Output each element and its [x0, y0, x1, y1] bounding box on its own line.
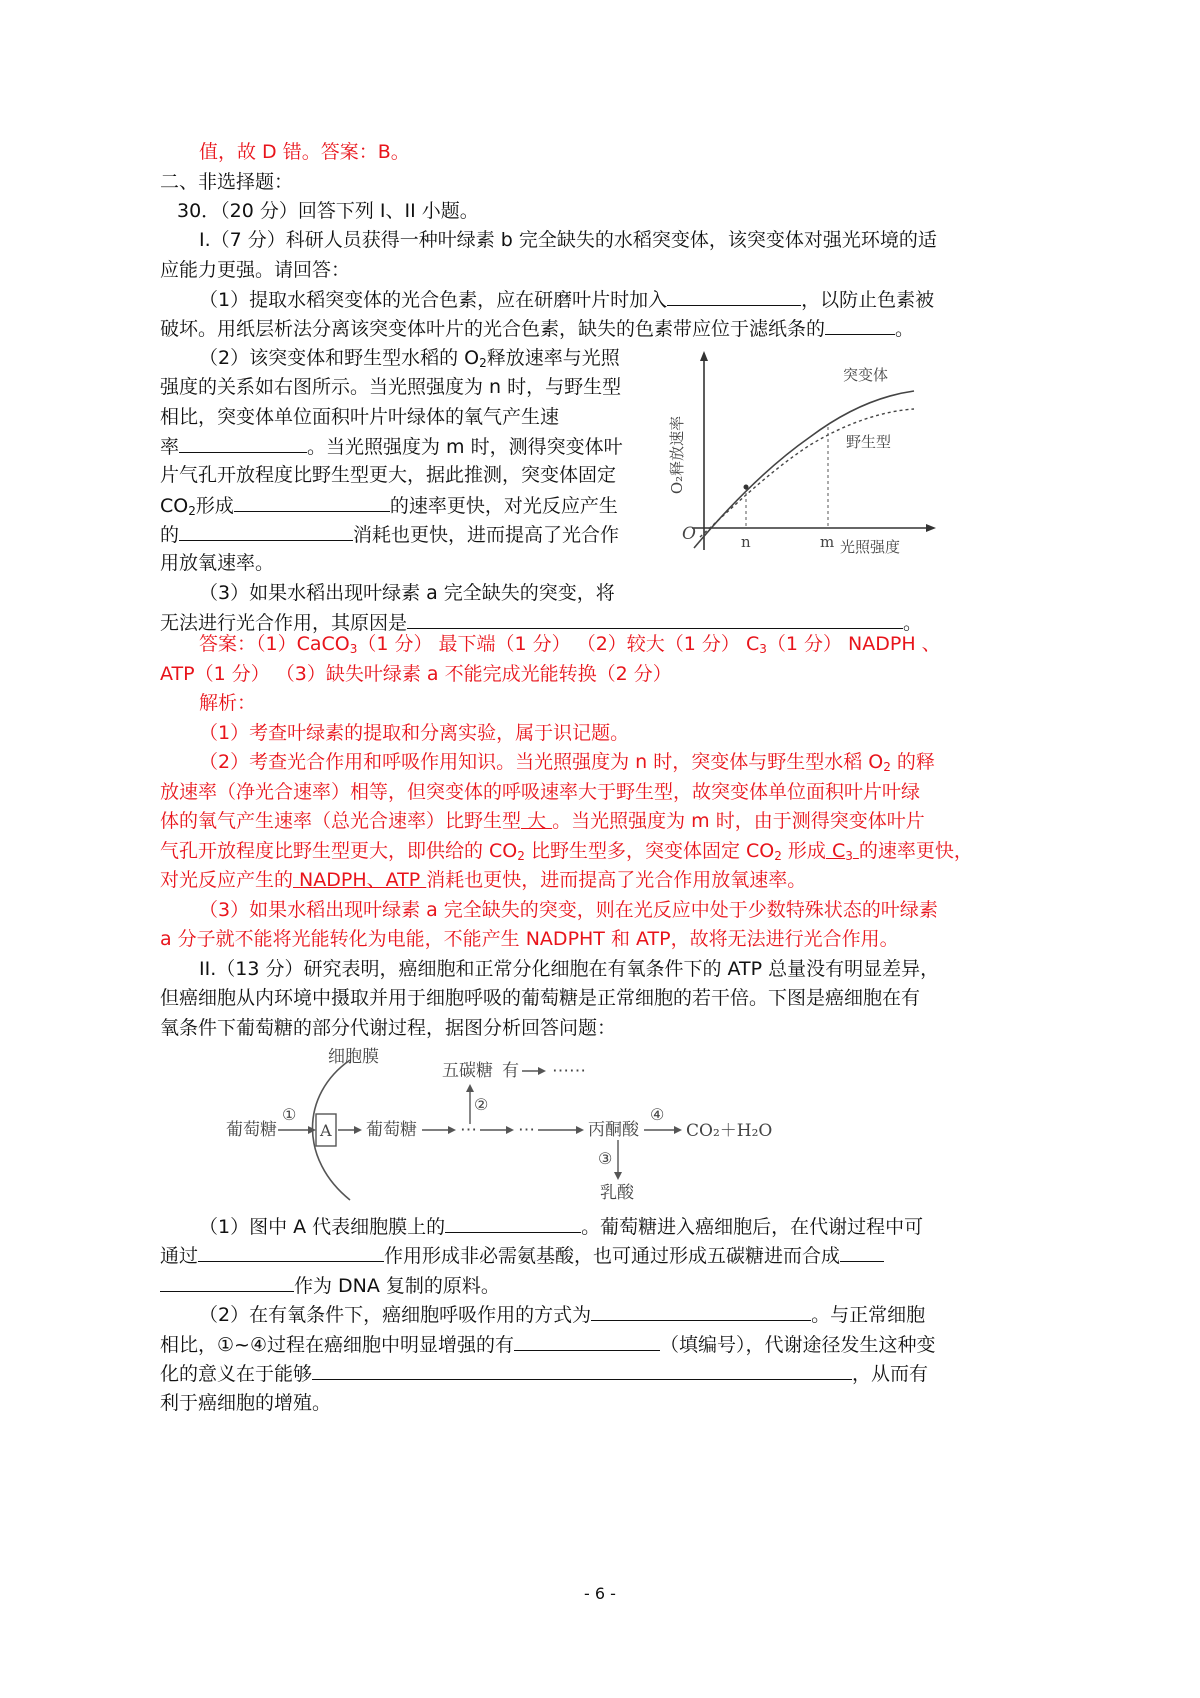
carrier-a-label: A [320, 1121, 332, 1140]
analysis-p2-l3: 体的氧气产生速率（总光合速率）比野生型 大 。当光照强度为 m 时，由于测得突变体叶片 [160, 810, 925, 832]
question-30-intro: 30．（20 分）回答下列 I、II 小题。 [177, 200, 479, 222]
blank-p2-q2-2[interactable] [514, 1330, 660, 1351]
blank-q2-1[interactable] [179, 432, 307, 453]
glucose-inside: 葡萄糖 [366, 1120, 417, 1140]
product: CO₂＋H₂O [686, 1121, 773, 1141]
step1-label: ① [282, 1105, 297, 1124]
step3-label: ③ [598, 1149, 613, 1168]
blank-p2-q1-1[interactable] [445, 1212, 581, 1233]
blank-q2-2[interactable] [234, 491, 390, 512]
glucose-outside: 葡萄糖 [226, 1120, 277, 1140]
wild-type-curve [700, 409, 914, 537]
blank-p2-q1-2[interactable] [198, 1241, 384, 1262]
blank-p2-q2-3[interactable] [312, 1359, 852, 1380]
analysis-label: 解析： [199, 692, 257, 714]
section-heading: 二、非选择题： [160, 171, 294, 193]
analysis-p3-l2: a 分子就不能将光能转化为电能，不能产生 NADPHT 和 ATP，故将无法进行光合作用。 [160, 928, 899, 950]
q2-line7: 的 消耗也更快，进而提高了光合作 [160, 520, 619, 549]
blank-q2-3[interactable] [179, 520, 353, 541]
five-carbon-sugar: 五碳糖 [442, 1061, 493, 1081]
part1-line2: 应能力更强。请回答： [160, 259, 351, 281]
analysis-p2-l2: 放速率（净光合速率）相等，但突变体的呼吸速率大于野生型，故突变体单位面积叶片叶绿 [160, 781, 921, 803]
q1-line2: 破坏。用纸层析法分离该突变体叶片的光合色素，缺失的色素带应位于滤纸条的 。 [160, 314, 914, 343]
p2-q2-line3: 化的意义在于能够 ，从而有 [160, 1359, 928, 1388]
pyruvate: 丙酮酸 [588, 1120, 639, 1140]
mutant-label: 突变体 [843, 366, 889, 384]
analysis-p2-l4: 气孔开放程度比野生型更大，即供给的 $CO_2$ 比野生型多，突变体固定 $CO_2$ 形成 $C_3$ 的速率更快， [160, 840, 973, 863]
x-axis-label: 光照强度 [840, 538, 901, 556]
step2-label: ② [474, 1095, 489, 1114]
q2-line4: 率 。当光照强度为 m 时，测得突变体叶 [160, 432, 623, 461]
m-label: m [820, 533, 835, 551]
mutant-curve [694, 391, 914, 548]
x-axis-arrow [926, 524, 936, 532]
answer-line1: 答案：（1）CaCO$_3$（1 分） 最下端（1 分） （2）较大（1 分） $C_3(1$ 分） NADPH 、 [199, 633, 941, 656]
n-label: n [741, 533, 751, 551]
part2-line2: 但癌细胞从内环境中摄取并用于细胞呼吸的葡萄糖是正常细胞的若干倍。下图是癌细胞在有 [160, 987, 921, 1009]
p2-q2-line2: 相比，①~④过程在癌细胞中明显增强的有 （填编号），代谢途径发生这种变 [160, 1330, 936, 1359]
dots-2: ⋯ [518, 1120, 535, 1140]
part1-line1: I.（7 分）科研人员获得一种叶绿素 b 完全缺失的水稻突变体，该突变体对强光环境的适 [199, 229, 937, 251]
p2-q1-line1: （1）图中 A 代表细胞膜上的 。葡萄糖进入癌细胞后，在代谢过程中可 [199, 1212, 923, 1241]
page-number: - 6 - [584, 1584, 616, 1603]
q1-line1: （1）提取水稻突变体的光合色素，应在研磨叶片时加入 ，以防止色素被 [199, 285, 934, 314]
step4-label: ④ [650, 1105, 665, 1124]
analysis-p3-l1: （3）如果水稻出现叶绿素 a 完全缺失的突变，则在光反应中处于少数特殊状态的叶绿素 [199, 899, 938, 921]
q3-line1: （3）如果水稻出现叶绿素 a 完全缺失的突变，将 [199, 582, 615, 604]
light-o2-graph [660, 345, 940, 570]
lactic-acid: 乳酸 [600, 1183, 634, 1203]
q2-line5: 片气孔开放程度比野生型更大，据此推测，突变体固定 [160, 464, 617, 486]
y-axis-label: O₂释放速率 [668, 415, 686, 495]
q3-line2: 无法进行光合作用，其原因是 。 [160, 608, 922, 637]
p2-q1-line3: 作为 DNA 复制的原料。 [160, 1271, 500, 1300]
p2-q2-line1: （2）在有氧条件下，癌细胞呼吸作用的方式为 。与正常细胞 [199, 1300, 925, 1329]
blank-p2-q2-1[interactable] [591, 1300, 811, 1321]
blank-q1-2[interactable] [825, 314, 895, 335]
q2-line6: $CO_2$形成 的速率更快，对光反应产生 [160, 491, 618, 520]
wild-type-label: 野生型 [846, 433, 892, 451]
answer-line2: ATP（1 分） （3）缺失叶绿素 a 不能完成光能转换（2 分） [160, 663, 672, 685]
q2-line3: 相比，突变体单位面积叶片叶绿体的氧气产生速 [160, 406, 560, 428]
blank-q3[interactable] [407, 608, 903, 629]
dots-1: ⋯ [460, 1120, 477, 1140]
y-axis-arrow [700, 351, 708, 361]
analysis-p1: （1）考查叶绿素的提取和分离实验，属于识记题。 [199, 722, 630, 744]
membrane-label: 细胞膜 [328, 1047, 379, 1067]
p2-q1-line2: 通过 作用形成非必需氨基酸，也可通过形成五碳糖进而合成 [160, 1241, 884, 1270]
q2-line1: （2）该突变体和野生型水稻的 $O_2$释放速率与光照 [199, 347, 620, 370]
dots-3: ⋯⋯ [552, 1061, 586, 1081]
origin-label: O [682, 524, 696, 544]
p2-q2-line4: 利于癌细胞的增殖。 [160, 1392, 332, 1414]
part2-line1: II.（13 分）研究表明，癌细胞和正常分化细胞在有氧条件下的 ATP 总量没有明显差异， [199, 958, 940, 980]
intersection-point [744, 485, 749, 490]
q2-line2: 强度的关系如右图所示。当光照强度为 n 时，与野生型 [160, 376, 622, 398]
glucose-metabolism-diagram [220, 1040, 800, 1210]
analysis-p2-l1: （2）考查光合作用和呼吸作用知识。当光照强度为 n 时，突变体与野生型水稻 $O_2$ 的释 [199, 751, 935, 774]
analysis-p2-l5: 对光反应产生的 NADPH、ATP 消耗也更快，进而提高了光合作用放氧速率。 [160, 869, 807, 891]
q2-line8: 用放氧速率。 [160, 552, 275, 574]
part2-line3: 氧条件下葡萄糖的部分代谢过程，据图分析回答问题： [160, 1017, 617, 1039]
blank-p2-q1-3b[interactable] [160, 1271, 294, 1292]
blank-p2-q1-3a[interactable] [840, 1241, 884, 1262]
to-label: 有 [502, 1061, 519, 1081]
blank-q1-1[interactable] [667, 285, 801, 306]
previous-answer: 值，故 D 错。答案：B。 [199, 141, 410, 163]
